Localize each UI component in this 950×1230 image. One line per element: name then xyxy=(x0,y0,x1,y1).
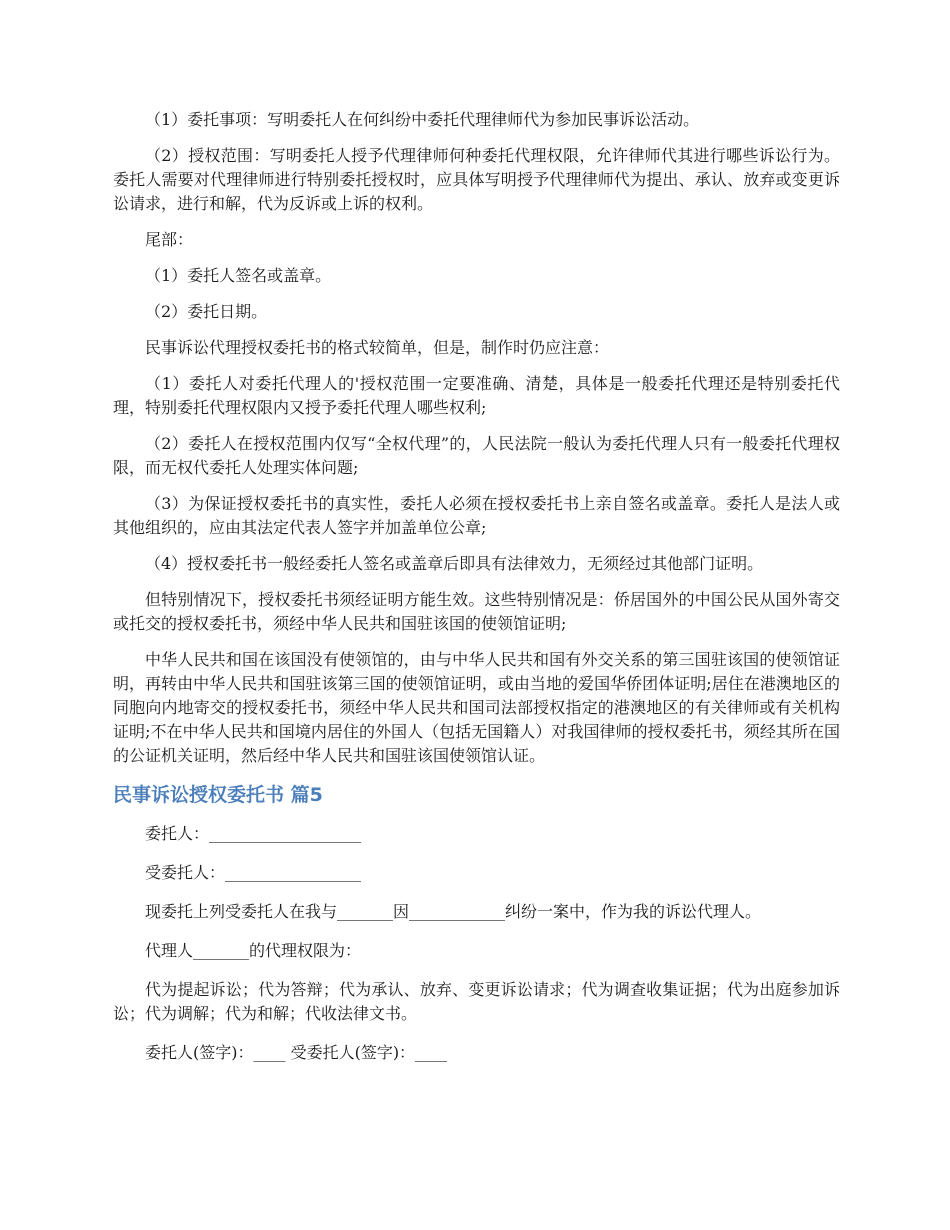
signature-line: 委托人(签字)：____ 受委托人(签字)：____ xyxy=(145,1043,448,1062)
paragraph-note-3: （3）为保证授权委托书的真实性，委托人必须在授权委托书上亲自签名或盖章。委托人是法人或其他组织的，应由其法定代表人签字并加盖单位公章; xyxy=(113,494,840,537)
paragraph-note-2: （2）委托人在授权范围内仅写“全权代理”的，人民法院一般认为委托代理人只有一般委托代理权限，而无权代委托人处理实体问题; xyxy=(113,434,840,477)
paragraph-note-1: （1）委托人对委托代理人的'授权范围一定要准确、清楚，具体是一般委托代理还是特别委托代理，特别委托代理权限内又授予委托代理人哪些权利; xyxy=(113,374,840,417)
section-heading: 民事诉讼授权委托书 篇5 xyxy=(113,784,323,806)
paragraph-date-item: （2）委托日期。 xyxy=(145,302,268,321)
paragraph-note-4: （4）授权委托书一般经委托人签名或盖章后即具有法律效力，无须经过其他部门证明。 xyxy=(145,554,764,573)
paragraph-signature-item: （1）委托人签名或盖章。 xyxy=(145,266,332,285)
paragraph-entrustment: 现委托上列受委托人在我与_______因____________纠纷一案中，作为我的诉讼代理人。 xyxy=(145,902,762,921)
paragraph-ending-label: 尾部： xyxy=(145,230,194,249)
paragraph-agent-authority: 代理人_______的代理权限为： xyxy=(145,941,362,960)
field-principal: 委托人：___________________ xyxy=(145,824,362,843)
paragraph-authority-list: 代为提起诉讼；代为答辩；代为承认、放弃、变更诉讼请求；代为调查收集证据；代为出庭参加诉讼；代为调解；代为和解；代收法律文书。 xyxy=(113,980,840,1023)
field-agent: 受委托人：_________________ xyxy=(145,863,362,882)
paragraph-format-note: 民事诉讼代理授权委托书的格式较简单，但是，制作时仍应注意： xyxy=(145,338,610,357)
paragraph-authorization-scope: （2）授权范围：写明委托人授予代理律师何种委托代理权限，允许律师代其进行哪些诉讼行为。委托人需要对代理律师进行特别委托授权时，应具体写明授予代理律师代为提出、承认、放弃或变更诉讼请求，进行和解，代为反诉或上诉的权利。 xyxy=(113,146,840,213)
document-page xyxy=(113,108,840,1065)
paragraph-special-cases: 但特别情况下，授权委托书须经证明方能生效。这些特别情况是：侨居国外的中国公民从国外寄交或托交的授权委托书，须经中华人民共和国驻该国的使领馆证明; xyxy=(113,590,840,633)
paragraph-no-embassy: 中华人民共和国在该国没有使领馆的，由与中华人民共和国有外交关系的第三国驻该国的使领馆证明，再转由中华人民共和国驻该第三国的使领馆证明，或由当地的爱国华侨团体证明;居住在港澳地区的同胞向内地寄交的授权委托书，须经中华人民共和国司法部授权指定的港澳地区的有关律师或有关机构证明;不在中华人民共和国境内居住的外国人（包括无国籍人）对我国律师的授权委托书，须经其所在国的公证机关证明，然后经中华人民共和国驻该国使领馆认证。 xyxy=(113,650,840,765)
paragraph-entrusted-matter: （1）委托事项：写明委托人在何纠纷中委托代理律师代为参加民事诉讼活动。 xyxy=(145,110,700,129)
